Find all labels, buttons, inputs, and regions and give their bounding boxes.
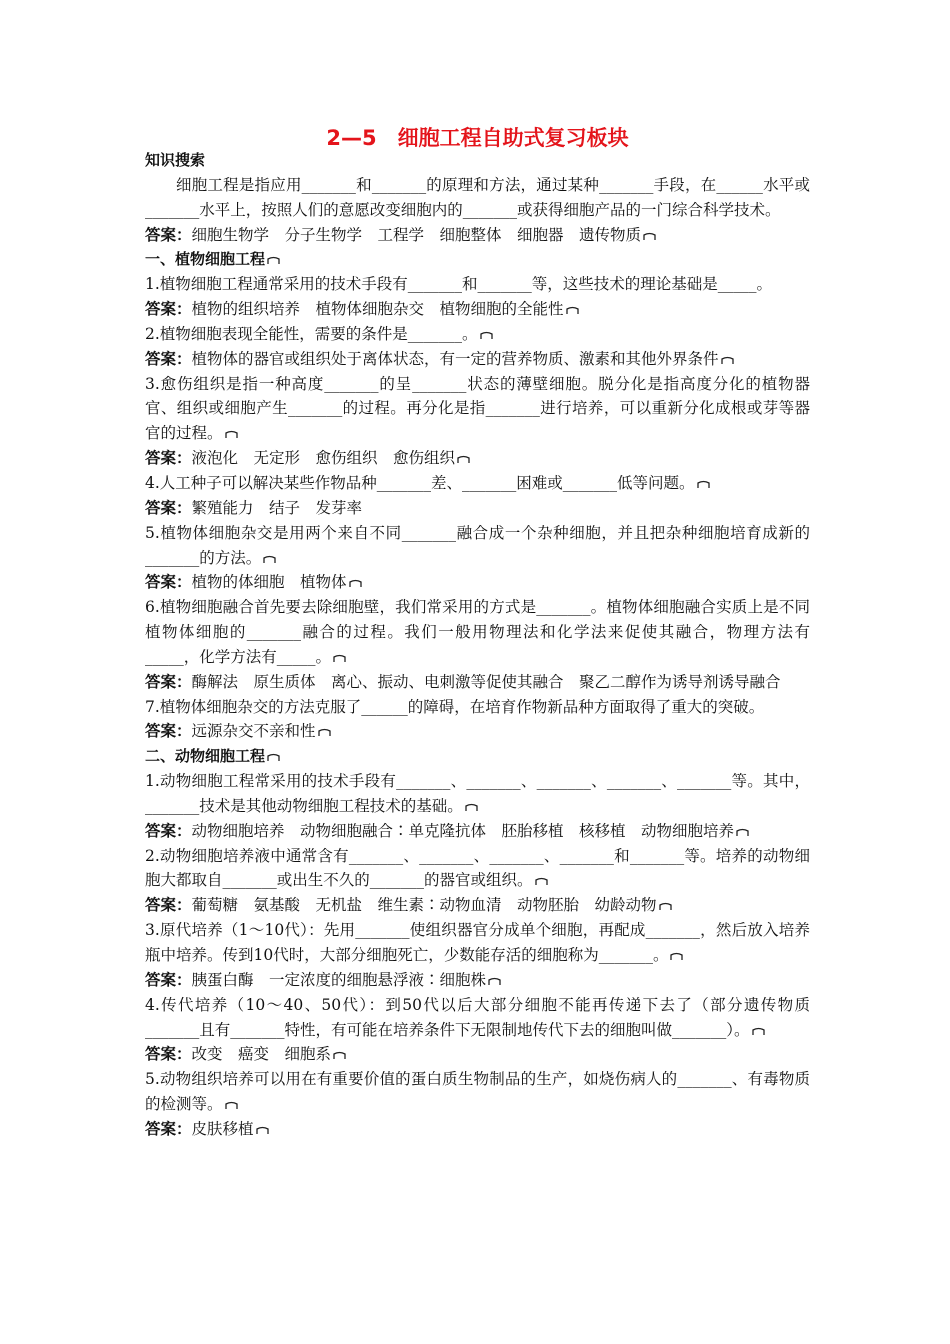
document-body	[145, 148, 810, 1142]
paragraph-mark-icon	[256, 1126, 269, 1135]
question-line	[145, 993, 810, 1043]
answer-line	[145, 446, 810, 471]
answer-label: 答案：	[145, 970, 192, 989]
page-title: 2—5 细胞工程自助式复习板块	[326, 126, 629, 150]
question-line	[145, 918, 810, 968]
answer-text: 植物的体细胞 植物体	[191, 573, 347, 592]
question-line	[145, 521, 810, 571]
section-heading-animal: 二、动物细胞工程	[145, 744, 810, 769]
answer-line	[145, 1042, 810, 1067]
answer-text: 远源杂交不亲和性	[191, 722, 316, 741]
paragraph-mark-icon	[697, 480, 710, 489]
answer-text: 植物体的器官或组织处于离体状态，有一定的营养物质、激素和其他外界条件	[191, 349, 719, 368]
paragraph-mark-icon	[659, 902, 672, 911]
section-heading-knowledge-search: 知识搜索	[145, 151, 206, 169]
question-text: 1.植物细胞工程通常采用的技术手段有_______和_______等，这些技术的理论基础是_____。	[145, 275, 773, 294]
paragraph-mark-icon	[333, 654, 346, 663]
paragraph-mark-icon	[457, 455, 470, 464]
question-line	[145, 471, 810, 496]
question-text: 5.动物组织培养可以用在有重要价值的蛋白质生物制品的生产，如烧伤病人的_______、有毒物质的检测等。	[145, 1070, 810, 1114]
answer-label: 答案：	[145, 896, 192, 915]
answer-text: 细胞生物学 分子生物学 工程学 细胞整体 细胞器 遗传物质	[191, 225, 642, 244]
question-line	[145, 595, 810, 670]
paragraph-mark-icon	[488, 977, 501, 986]
answer-line	[145, 670, 810, 695]
paragraph-mark-icon	[643, 232, 656, 241]
answer-label: 答案：	[145, 498, 192, 517]
paragraph-mark-icon	[535, 877, 548, 886]
section-heading-plant: 一、植物细胞工程	[145, 247, 810, 272]
question-text: 6.植物细胞融合首先要去除细胞壁，我们常采用的方式是_______。植物体细胞融合实质上是不同植物体细胞的_______融合的过程。我们一般用物理法和化学法来促使其融合，物理方法有_____，化学方法有_____。	[145, 598, 810, 666]
answer-label: 答案：	[145, 349, 192, 368]
question-text: 2.植物细胞表现全能性，需要的条件是_______。	[145, 324, 478, 343]
answer-line	[145, 893, 810, 918]
paragraph-mark-icon	[480, 331, 493, 340]
paragraph-mark-icon	[465, 803, 478, 812]
answer-text: 酶解法 原生质体 离心、振动、电刺激等促使其融合 聚乙二醇作为诱导剂诱导融合	[191, 672, 781, 691]
question-text: 7.植物体细胞杂交的方法克服了______的障碍，在培育作物新品种方面取得了重大的突破。	[145, 697, 765, 716]
paragraph-mark-icon	[721, 356, 734, 365]
intro-paragraph: 细胞工程是指应用_______和_______的原理和方法，通过某种_______手段，在______水平或_______水平上，按照人们的意愿改变细胞内的_______或获得细胞产品的一门综合科学技术。	[145, 175, 810, 219]
answer-label: 答案：	[145, 672, 192, 691]
question-line	[145, 844, 810, 894]
question-line	[145, 769, 810, 819]
answer-label: 答案：	[145, 573, 192, 592]
answer-line	[145, 570, 810, 595]
answer-label: 答案：	[145, 449, 192, 468]
answer-line	[145, 496, 810, 521]
question-text: 4.传代培养（10～40、50代）：到50代以后大部分细胞不能再传递下去了（部分遗传物质_______且有_______特性，有可能在培养条件下无限制地传代下去的细胞叫做_______）。	[145, 995, 810, 1039]
answer-text: 胰蛋白酶 一定浓度的细胞悬浮液∶细胞株	[191, 970, 487, 989]
answer-text: 植物的组织培养 植物体细胞杂交 植物细胞的全能性	[191, 300, 564, 319]
paragraph-mark-icon	[670, 952, 683, 961]
answer-line	[145, 819, 810, 844]
paragraph-mark-icon	[349, 579, 362, 588]
question-text: 5.植物体细胞杂交是用两个来自不同_______融合成一个杂种细胞，并且把杂种细胞培育成新的_______的方法。	[145, 523, 810, 567]
answer-text: 繁殖能力 结子 发芽率	[191, 498, 363, 517]
question-text: 4.人工种子可以解决某些作物品种_______差、_______困难或_______低等问题。	[145, 473, 695, 492]
question-text: 3.愈伤组织是指一种高度_______的呈_______状态的薄壁细胞。脱分化是指高度分化的植物器官、组织或细胞产生_______的过程。再分化是指_______进行培养，可以重新分化成根或芽等器官的过程。	[145, 374, 810, 443]
paragraph-mark-icon	[267, 753, 280, 762]
answer-label: 答案：	[145, 722, 192, 741]
answer-label: 答案：	[145, 300, 192, 319]
answer-line	[145, 1117, 810, 1142]
answer-text: 动物细胞培养 动物细胞融合∶单克隆抗体 胚胎移植 核移植 动物细胞培养	[191, 821, 735, 840]
answer-line	[145, 719, 810, 744]
answer-line	[145, 223, 810, 248]
question-line	[145, 1067, 810, 1117]
paragraph-mark-icon	[225, 430, 238, 439]
paragraph-mark-icon	[752, 1027, 765, 1036]
answer-label: 答案：	[145, 1045, 192, 1064]
paragraph-mark-icon	[225, 1101, 238, 1110]
answer-label: 答案：	[145, 225, 192, 244]
question-text: 2.动物细胞培养液中通常含有_______、_______、_______、_______和_______等。培养的动物细胞大都取自_______或出生不久的_______的器官或组织。	[145, 846, 810, 890]
answer-text: 改变 癌变 细胞系	[191, 1045, 332, 1064]
answer-line	[145, 968, 810, 993]
answer-text: 葡萄糖 氨基酸 无机盐 维生素∶动物血清 动物胚胎 幼龄动物	[191, 896, 657, 915]
paragraph-mark-icon	[736, 828, 749, 837]
question-line	[145, 322, 810, 347]
answer-label: 答案：	[145, 1119, 192, 1138]
paragraph-mark-icon	[566, 306, 579, 315]
answer-line	[145, 347, 810, 372]
question-text: 1.动物细胞工程常采用的技术手段有_______、_______、_______、_______、_______等。其中，_______技术是其他动物细胞工程技术的基础。	[145, 772, 810, 815]
paragraph-mark-icon	[263, 555, 276, 564]
answer-text: 皮肤移植	[191, 1119, 254, 1138]
paragraph-mark-icon	[333, 1051, 346, 1060]
paragraph-mark-icon	[318, 728, 331, 737]
answer-text: 液泡化 无定形 愈伤组织 愈伤组织	[191, 449, 456, 468]
answer-line	[145, 297, 810, 322]
answer-label: 答案：	[145, 821, 192, 840]
question-text: 3.原代培养（1～10代）：先用_______使组织器官分成单个细胞，再配成_______，然后放入培养瓶中培养。传到10代时，大部分细胞死亡，少数能存活的细胞称为_______。	[145, 921, 810, 964]
question-line	[145, 372, 810, 447]
paragraph-mark-icon	[267, 256, 280, 265]
